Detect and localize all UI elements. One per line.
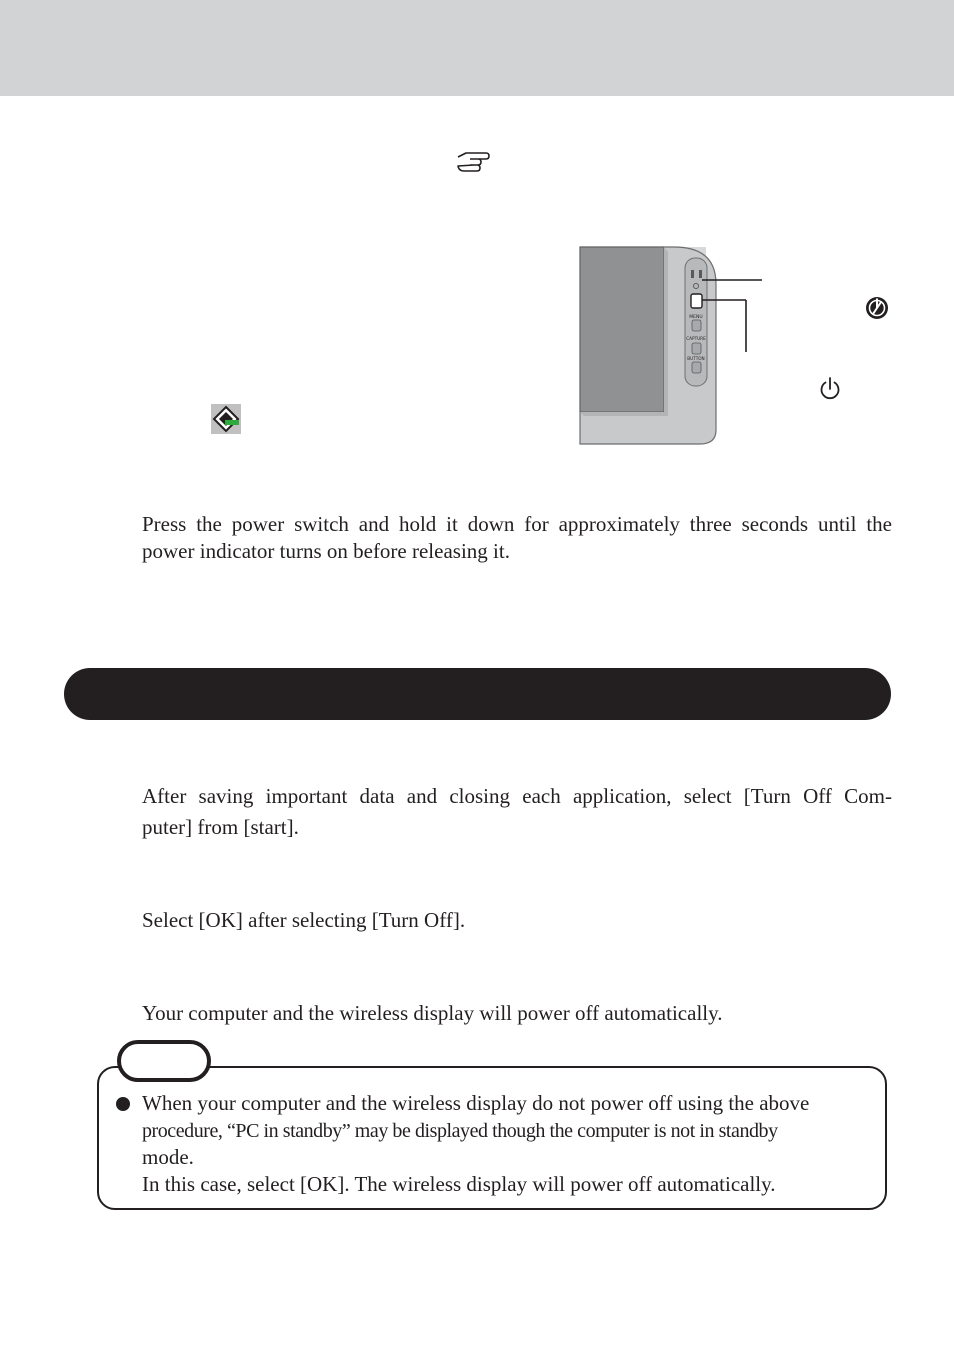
pointing-hand-icon	[456, 148, 490, 174]
hold-indicator-icon	[864, 295, 890, 321]
note-bullet	[116, 1097, 130, 1111]
note-line-2: procedure, “PC in standby” may be displayed though the computer is not in standby	[142, 1120, 778, 1142]
note-line-4: In this case, select [OK]. The wireless display will power off automatically.	[142, 1172, 776, 1196]
capture-button-label: CAPTURE	[686, 336, 706, 341]
callout-lines	[690, 270, 770, 360]
note-line-3: mode.	[142, 1145, 194, 1169]
power-symbol-icon	[818, 376, 842, 402]
section-heading-bar	[64, 668, 891, 720]
menu-button-label: MENU	[689, 315, 703, 320]
page-header-band	[0, 0, 954, 96]
power-on-instruction-line-2: power indicator turns on before releasing it.	[142, 539, 510, 563]
power-on-instruction-line-1: Press the power switch and hold it down for approximately three seconds until the	[142, 512, 892, 536]
power-off-step-3: Your computer and the wireless display will power off automatically.	[142, 1001, 723, 1025]
user-button-label: BUTTON	[687, 356, 705, 361]
note-tab	[117, 1040, 211, 1082]
power-off-step-1-line-2: puter] from [start].	[142, 815, 299, 839]
note-line-1: When your computer and the wireless display do not power off using the above	[142, 1091, 810, 1115]
power-off-step-1-line-1: After saving important data and closing each application, select [Turn Off Com-	[142, 784, 892, 808]
power-off-step-2: Select [OK] after selecting [Turn Off].	[142, 908, 466, 932]
wireless-display-tray-icon[interactable]	[211, 404, 241, 434]
